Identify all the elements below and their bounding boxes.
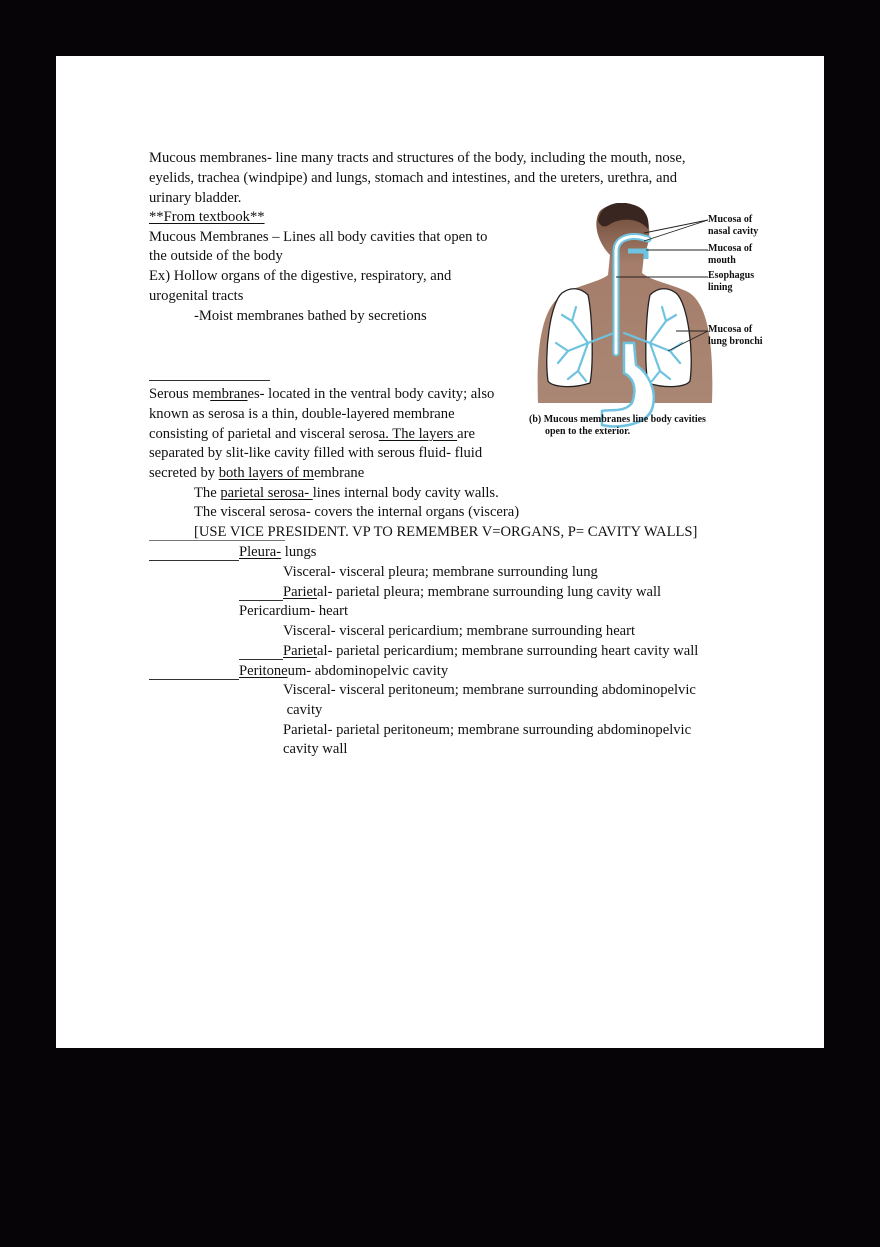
pericardium-parietal-underline	[239, 659, 283, 660]
separator-rule	[149, 380, 270, 381]
label-mouth-mucosa: Mucosa of mouth	[708, 243, 753, 266]
mnemonic-line: [USE VICE PRESIDENT. VP TO REMEMBER V=ORGANS, P= CAVITY WALLS]	[194, 524, 698, 540]
textbook-line-3: Ex) Hollow organs of the digestive, respiratory, and	[149, 268, 452, 284]
label-bronchi-mucosa: Mucosa of lung bronchi	[708, 324, 763, 347]
figure-caption-2: open to the exterior.	[545, 426, 631, 437]
peritoneum-underline	[149, 679, 239, 680]
serous-line-3: consisting of parietal and visceral serosa. The layers are	[149, 426, 475, 442]
pleura-visceral: Visceral- visceral pleura; membrane surrounding lung	[283, 564, 598, 580]
textbook-line-4: urogenital tracts	[149, 288, 244, 304]
document-page	[56, 56, 824, 1048]
mucous-membranes-figure	[528, 203, 774, 443]
pericardium-parietal: Parietal- parietal pericardium; membrane surrounding heart cavity wall	[283, 643, 699, 659]
textbook-line-2: the outside of the body	[149, 248, 283, 264]
peritoneum-visceral-2: cavity	[283, 702, 323, 718]
label-esophagus-lining: Esophagus lining	[708, 270, 755, 293]
intro-line-2: eyelids, trachea (windpipe) and lungs, stomach and intestines, and the ureters, urethra, and	[149, 170, 678, 186]
intro-line-3: urinary bladder.	[149, 190, 242, 206]
parietal-serosa-line: The parietal serosa- lines internal body cavity walls.	[194, 485, 499, 501]
pleura-parietal: Parietal- parietal pleura; membrane surrounding lung cavity wall	[283, 584, 662, 600]
pericardium-heading: Pericardium- heart	[239, 603, 348, 619]
serous-line-1: Serous membranes- located in the ventral body cavity; also	[149, 386, 495, 402]
visceral-serosa-line: The visceral serosa- covers the internal organs (viscera)	[194, 504, 520, 520]
pleura-heading: Pleura- lungs	[239, 544, 317, 560]
pleura-underline	[149, 560, 239, 561]
peritoneum-parietal-2: cavity wall	[283, 741, 348, 757]
intro-line-1: Mucous membranes- line many tracts and structures of the body, including the mouth, nose,	[149, 150, 686, 166]
peritoneum-visceral-1: Visceral- visceral peritoneum; membrane surrounding abdominopelvic	[283, 682, 696, 698]
label-nasal-mucosa: Mucosa of nasal cavity	[708, 214, 759, 237]
serous-line-4: separated by slit-like cavity filled with serous fluid- fluid	[149, 445, 483, 461]
pleura-parietal-underline	[239, 600, 283, 601]
peritoneum-heading: Peritoneum- abdominopelvic cavity	[239, 663, 449, 679]
pericardium-visceral: Visceral- visceral pericardium; membrane surrounding heart	[283, 623, 636, 639]
serous-line-5: secreted by both layers of membrane	[149, 465, 365, 481]
figure-caption-1: (b) Mucous membranes line body cavities	[529, 414, 706, 425]
textbook-heading: **From textbook**	[149, 209, 265, 225]
serous-line-2: known as serosa is a thin, double-layered membrane	[149, 406, 455, 422]
anatomy-illustration	[528, 203, 774, 443]
textbook-line-1: Mucous Membranes – Lines all body cavities that open to	[149, 229, 488, 245]
textbook-line-5: -Moist membranes bathed by secretions	[194, 308, 427, 324]
peritoneum-parietal-1: Parietal- parietal peritoneum; membrane surrounding abdominopelvic	[283, 722, 692, 738]
